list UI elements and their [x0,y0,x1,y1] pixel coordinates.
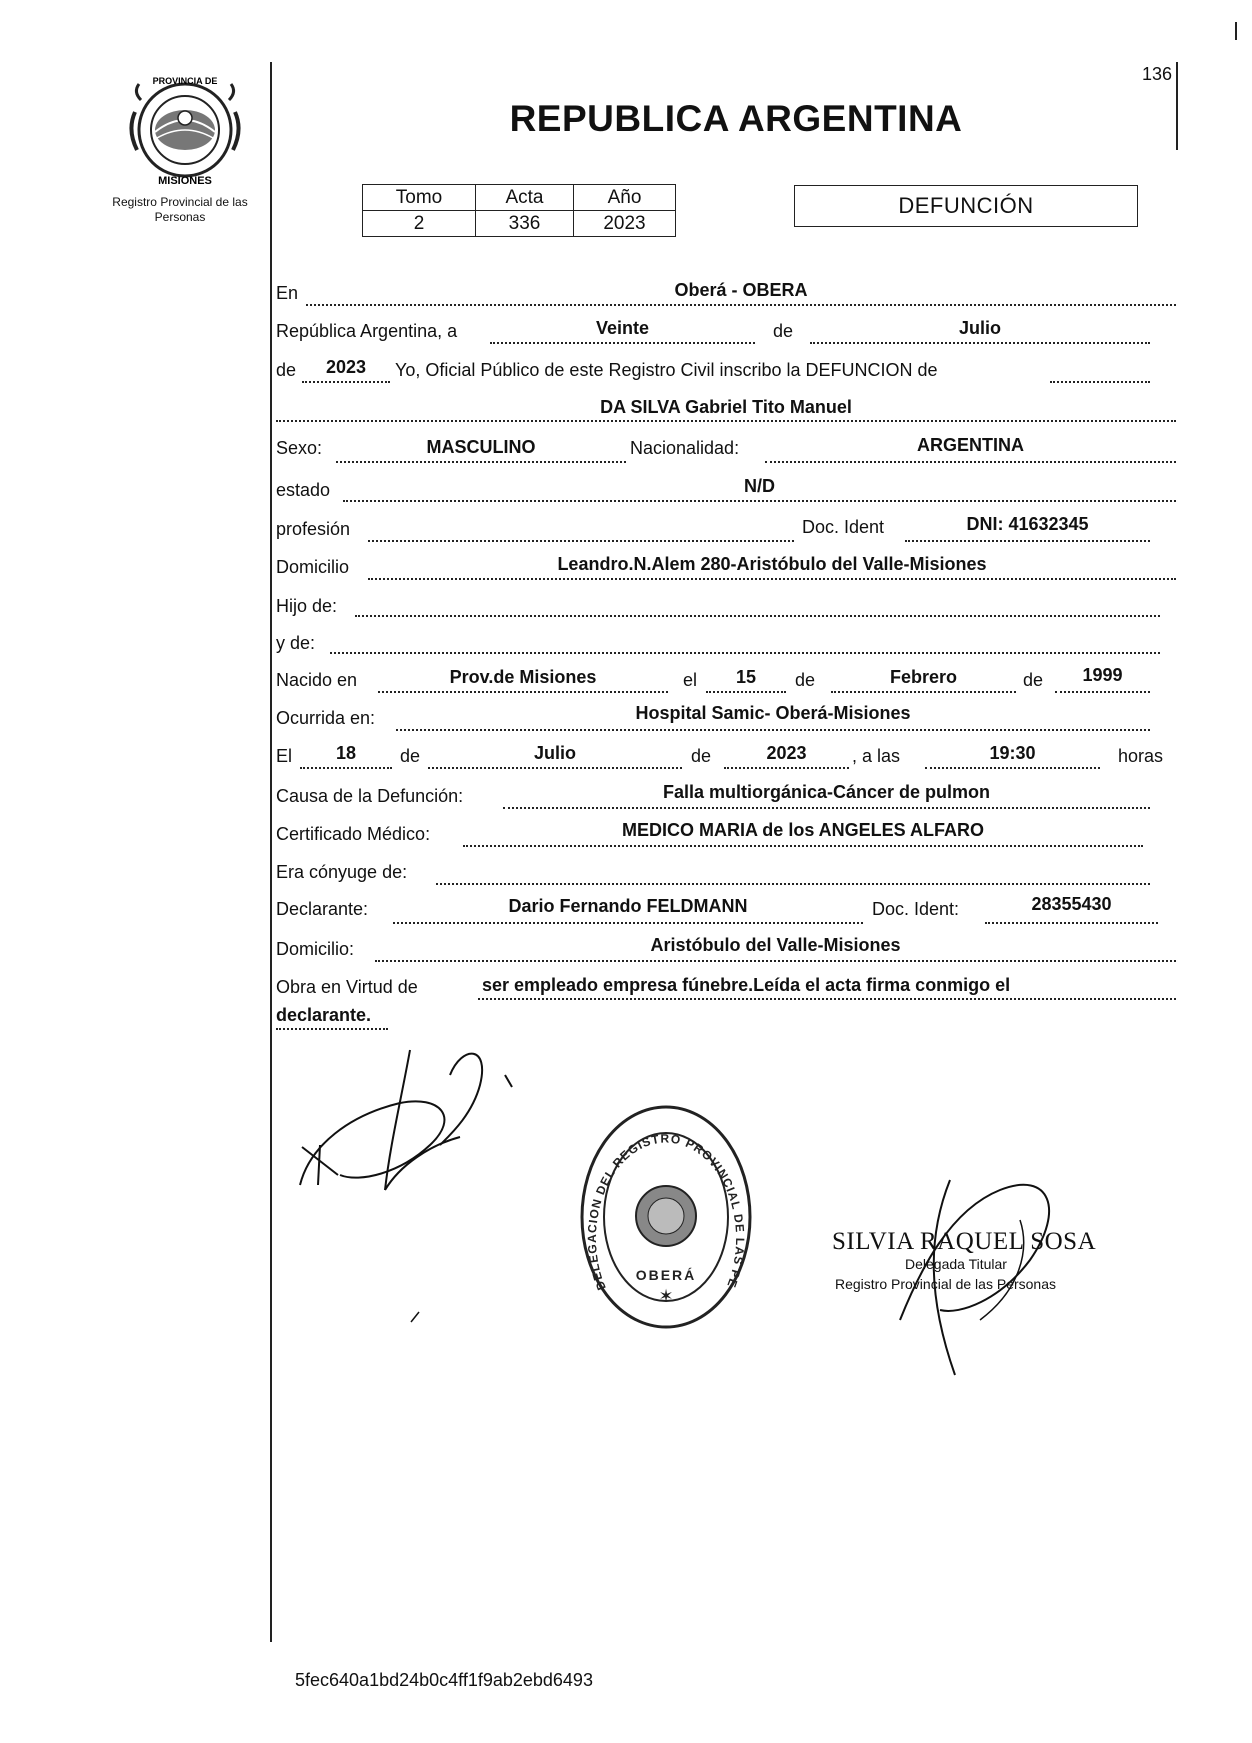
field-line [478,998,1176,1000]
label-en: En [276,283,299,303]
field-line [463,845,1143,847]
value-dia-defuncion: 18 [335,743,357,763]
field-line [300,767,392,769]
field-line [302,381,390,383]
field-line [985,922,1158,924]
registry-label: Registro Provincial de las Personas [112,195,248,224]
value-domicilio-declarante: Aristóbulo del Valle-Misiones [650,935,901,955]
value-obra-line-1: ser empleado empresa fúnebre.Leída el acta firma conmigo el [482,975,1011,995]
value-mes-nacimiento: Febrero [889,667,958,687]
value-nombre: DA SILVA Gabriel Tito Manuel [600,397,852,417]
logo-bottom-text: MISIONES [158,175,212,187]
label-profesion: profesión [276,519,351,539]
left-margin-line [270,62,272,1642]
field-line [905,540,1150,542]
value-estado: N/D [744,476,775,496]
field-line [343,500,1176,502]
field-line [428,767,682,769]
value-lugar: Oberá - OBERA [674,280,808,300]
label-sexo: Sexo: [276,438,323,458]
field-line [706,691,786,693]
value-domicilio: Leandro.N.Alem 280-Aristóbulo del Valle-Misiones [557,554,987,574]
label-declarante: Declarante: [276,899,369,919]
official-org: Registro Provincial de las Personas [835,1276,1056,1292]
label-domicilio: Domicilio [276,557,350,577]
label-yo: Yo, Oficial Público de este Registro Civil inscribo la DEFUNCION de [395,360,938,380]
label-ocurrida-en: Ocurrida en: [276,708,376,728]
label-doc-ident: Doc. Ident: [872,899,960,919]
record-type-box: DEFUNCIÓN [794,185,1138,227]
label-causa: Causa de la Defunción: [276,786,464,806]
field-line [925,767,1100,769]
value-certificado: MEDICO MARIA de los ANGELES ALFARO [621,820,984,840]
field-line [436,883,1150,885]
value-mes-inscripcion: Julio [958,318,1001,338]
field-line [490,342,755,344]
record-table [362,184,676,237]
value-anio-inscripcion: 2023 [325,357,367,377]
field-line [1055,691,1150,693]
stamp-arc-text: DELEGACION DEL REGISTRO PROVINCIAL DE LAS PE [584,1131,748,1293]
label-nacionalidad: Nacionalidad: [630,438,740,458]
label-y-de: y de: [276,633,316,653]
label-de: de [400,746,421,766]
field-line [831,691,1016,693]
label-conyuge: Era cónyuge de: [276,862,408,882]
label-republica: República Argentina, a [276,321,458,341]
declarant-signature [290,1025,530,1200]
table-header-tomo: Tomo [363,185,476,211]
value-doc-ident: DNI: 41632345 [966,514,1089,534]
label-nacido-en: Nacido en [276,670,358,690]
table-value-anio: 2023 [574,211,676,237]
label-de: de [276,360,297,380]
label-el: el [683,670,698,690]
page-number: 136 [1142,64,1173,84]
svg-text:✶: ✶ [658,1286,674,1307]
official-name: SILVIA RAQUEL SOSA [832,1228,1097,1255]
value-lugar-defuncion: Hospital Samic- Oberá-Misiones [635,703,911,723]
field-line [368,540,794,542]
label-de: de [773,321,794,341]
table-header-acta: Acta [476,185,574,211]
field-line [393,922,863,924]
table-value-tomo: 2 [363,211,476,237]
table-value-acta: 336 [476,211,574,237]
value-nacionalidad: ARGENTINA [917,435,1024,455]
page-title: REPUBLICA ARGENTINA [509,98,963,139]
field-line [330,652,1160,654]
label-domicilio: Domicilio: [276,939,355,959]
label-de: de [691,746,712,766]
field-line [1050,381,1150,383]
field-line [378,691,668,693]
official-role: Delegada Titular [905,1256,1007,1272]
value-dia-nacimiento: 15 [735,667,757,687]
label-el: El [276,746,293,766]
label-de: de [795,670,816,690]
label-a-las: , a las [852,746,901,766]
field-line [355,615,1160,617]
field-line [396,729,1150,731]
label-horas: horas [1118,746,1164,766]
field-line [810,342,1150,344]
stray-mark [410,1310,420,1322]
value-hora-defuncion: 19:30 [989,743,1036,763]
value-lugar-nacimiento: Prov.de Misiones [449,667,597,687]
value-declarante: Dario Fernando FELDMANN [508,896,748,916]
label-de: de [1023,670,1044,690]
label-doc-ident: Doc. Ident [802,517,885,537]
logo-top-text: PROVINCIA DE [152,76,218,86]
value-anio-defuncion: 2023 [766,743,807,763]
label-hijo-de: Hijo de: [276,596,338,616]
label-estado: estado [276,480,331,500]
value-doc-declarante: 28355430 [1031,894,1112,914]
document-hash: 5fec640a1bd24b0c4ff1f9ab2ebd6493 [295,1670,593,1690]
field-line [375,960,1176,962]
field-line [724,767,849,769]
field-line [503,807,1150,809]
label-certificado: Certificado Médico: [276,824,431,844]
field-line [336,461,626,463]
table-header-anio: Año [574,185,676,211]
value-dia-inscripcion: Veinte [595,318,650,338]
field-line [765,461,1176,463]
stamp-bottom-text: OBERÁ [635,1267,697,1283]
label-obra: Obra en Virtud de [276,977,418,997]
value-mes-defuncion: Julio [533,743,576,763]
field-line [368,578,1176,580]
corner-mark [1235,22,1237,40]
value-anio-nacimiento: 1999 [1082,665,1123,685]
field-line [306,304,1176,306]
official-stamp [578,1102,754,1332]
value-causa: Falla multiorgánica-Cáncer de pulmon [662,782,991,802]
field-line [276,420,1176,422]
value-sexo: MASCULINO [426,437,536,457]
value-obra-line-2: declarante. [276,1005,372,1025]
